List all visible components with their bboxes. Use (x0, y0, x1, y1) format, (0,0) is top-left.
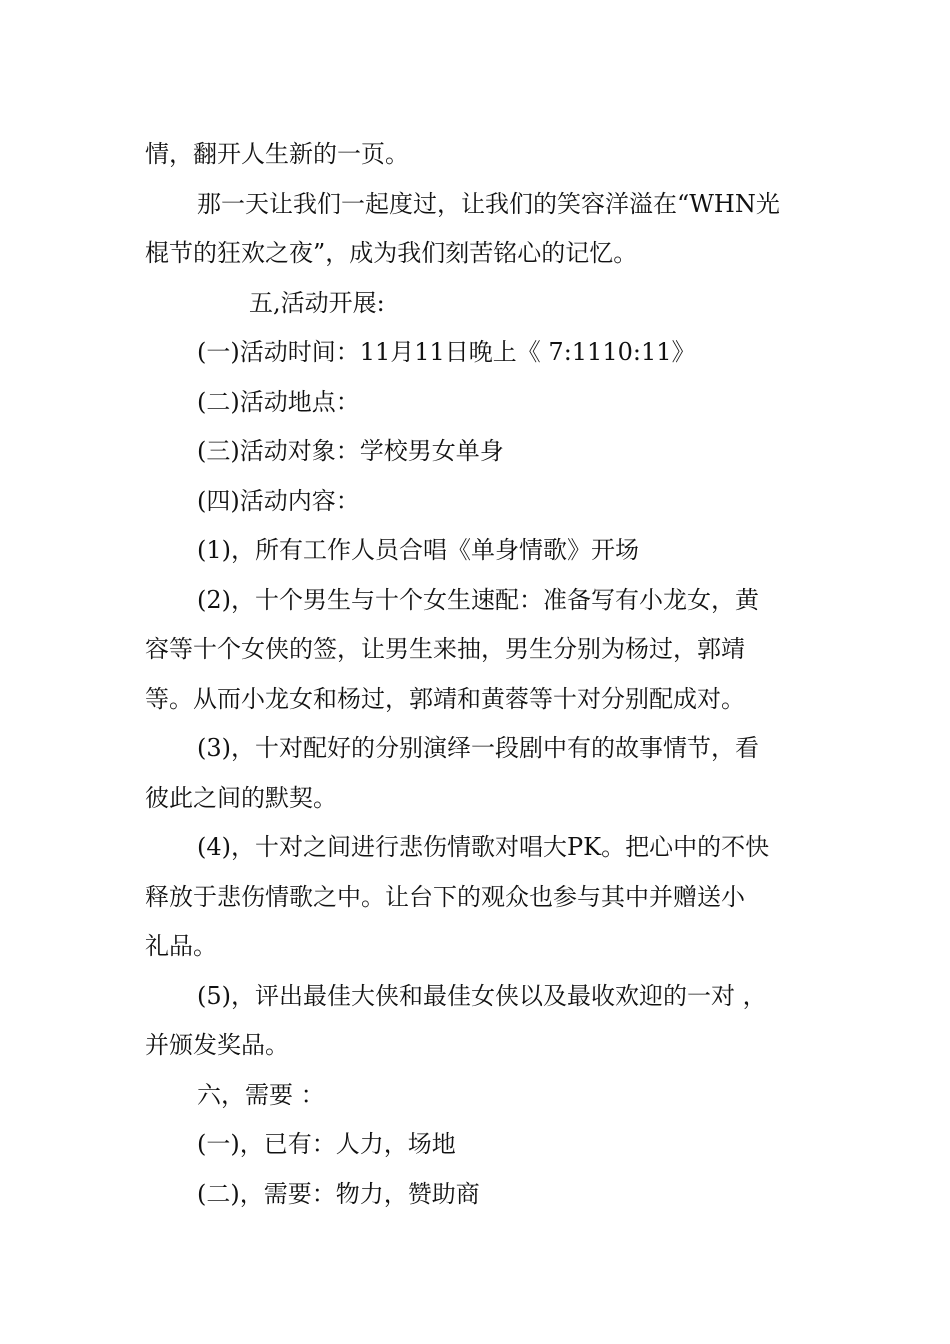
text-line: (3)，十对配好的分别演绎一段剧中有的故事情节，看 (197, 734, 759, 762)
text-line: (4)，十对之间进行悲伤情歌对唱大PK。把心中的不快 (197, 833, 770, 861)
text-line: (一)，已有：人力，场地 (197, 1130, 456, 1158)
document-body (145, 130, 815, 1219)
text-line: (5)，评出最佳大侠和最佳女侠以及最收欢迎的一对 ， (197, 981, 767, 1010)
text-line: 释放于悲伤情歌之中。让台下的观众也参与其中并赠送小 (145, 882, 745, 911)
text-line: 那一天让我们一起度过，让我们的笑容洋溢在“WHN光 (197, 189, 780, 218)
text-line: (四)活动内容： (197, 486, 360, 515)
text-line: 彼此之间的默契。 (145, 783, 337, 812)
text-line: (1)，所有工作人员合唱《单身情歌》开场 (197, 536, 639, 564)
text-line: (二)，需要：物力，赞助商 (197, 1179, 480, 1208)
text-line: (一)活动时间：11月11日晚上《 7:1110:11》 (197, 338, 696, 366)
section-heading: 六，需要 ： (197, 1080, 325, 1109)
text-line: 并颁发奖品。 (145, 1031, 289, 1059)
text-line: 情，翻开人生新的一页。 (145, 140, 409, 168)
text-line: (三)活动对象：学校男女单身 (197, 437, 504, 465)
section-heading: 五,活动开展: (249, 288, 385, 317)
text-line: (2)，十个男生与十个女生速配：准备写有小龙女，黄 (197, 585, 759, 614)
text-line: 等。从而小龙女和杨过，郭靖和黄蓉等十对分别配成对。 (145, 684, 745, 713)
text-line: 棍节的狂欢之夜”，成为我们刻苦铭心的记忆。 (145, 239, 638, 267)
text-line: 容等十个女侠的签，让男生来抽，男生分别为杨过，郭靖 (145, 635, 745, 663)
text-line: 礼品。 (145, 932, 217, 960)
text-line: (二)活动地点： (197, 387, 360, 416)
